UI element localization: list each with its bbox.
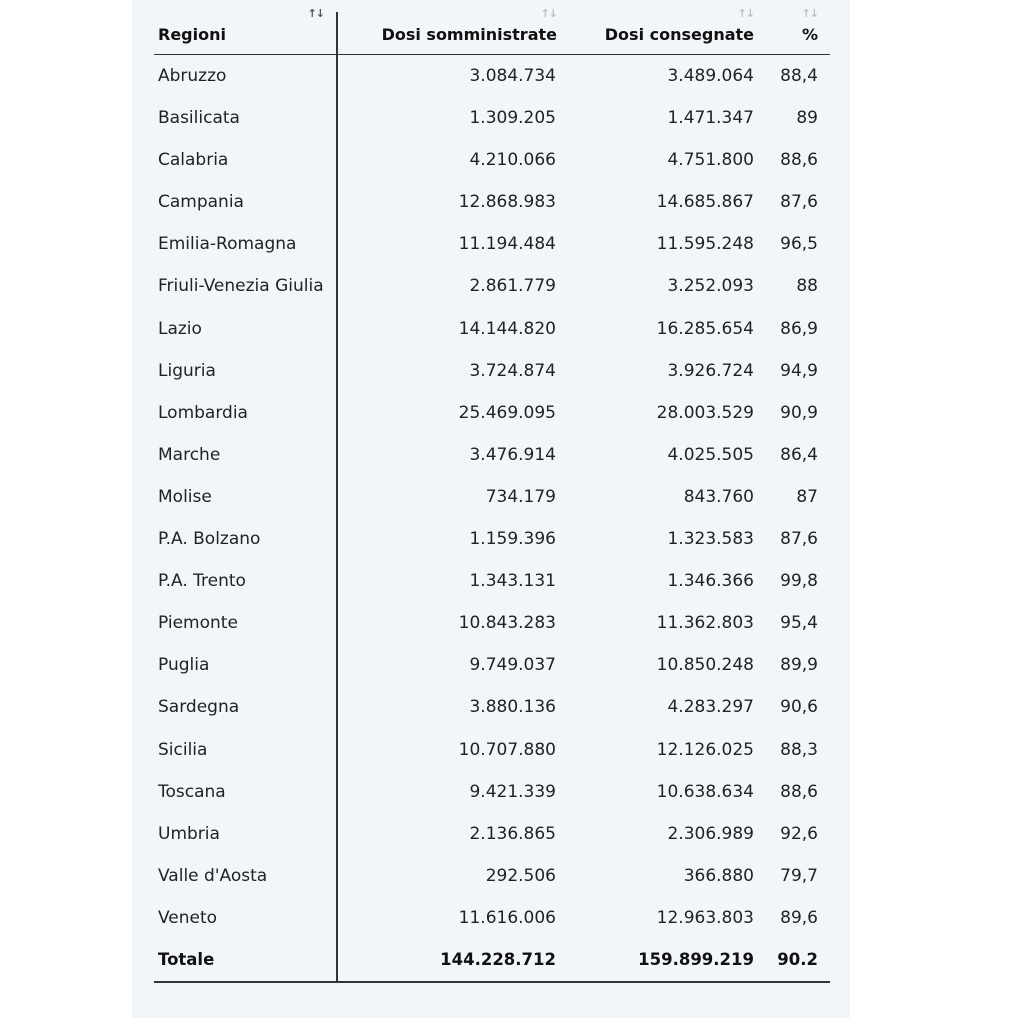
table-row (154, 98, 830, 140)
cell-total-consegnate: 159.899.219 (638, 949, 754, 969)
cell-regione: Lazio (158, 318, 202, 339)
cell-somministrate: 3.084.734 (469, 66, 556, 86)
cell-somministrate: 3.880.136 (469, 697, 556, 718)
column-header-percent[interactable] (754, 0, 818, 54)
cell-somministrate: 11.616.006 (458, 907, 556, 928)
cell-regione: Veneto (158, 907, 218, 928)
cell-somministrate: 2.136.865 (469, 823, 556, 844)
cell-regione: Campania (158, 192, 244, 213)
cell-consegnate: 3.252.093 (667, 276, 754, 297)
cell-consegnate: 2.306.989 (667, 823, 754, 844)
cell-regione: Toscana (158, 781, 226, 802)
column-header-regioni[interactable] (154, 0, 324, 54)
cell-percent: 88,4 (780, 66, 818, 86)
cell-somministrate: 14.144.820 (458, 318, 556, 339)
cell-percent: 86,4 (780, 444, 818, 465)
table-row (154, 266, 830, 308)
cell-regione: Sicilia (158, 739, 208, 760)
column-header-consegnate[interactable] (557, 0, 754, 54)
cell-consegnate: 10.638.634 (656, 781, 754, 802)
cell-regione: P.A. Bolzano (158, 529, 261, 550)
cell-consegnate: 366.880 (683, 865, 754, 886)
cell-percent: 88,3 (780, 739, 818, 760)
table-row (154, 519, 830, 561)
cell-percent: 88,6 (780, 150, 818, 171)
cell-somministrate: 1.343.131 (469, 571, 556, 592)
cell-percent: 87 (796, 486, 818, 507)
cell-consegnate: 1.323.583 (667, 529, 754, 550)
table-row (154, 351, 830, 393)
table-row (154, 477, 830, 519)
table-row (154, 435, 830, 477)
cell-consegnate: 12.963.803 (656, 907, 754, 928)
cell-somministrate: 1.159.396 (469, 529, 556, 550)
cell-percent: 88 (796, 276, 818, 297)
cell-regione: Basilicata (158, 108, 240, 129)
cell-consegnate: 1.346.366 (667, 571, 754, 592)
cell-somministrate: 3.724.874 (469, 360, 556, 381)
cell-somministrate: 12.868.983 (458, 192, 556, 213)
cell-regione: Emilia-Romagna (158, 234, 297, 255)
cell-consegnate: 12.126.025 (656, 739, 754, 760)
cell-percent: 94,9 (780, 360, 818, 381)
table-row (154, 856, 830, 898)
sort-icon[interactable]: ↑↓ (307, 7, 324, 20)
column-header-somministrate[interactable] (359, 0, 557, 54)
cell-somministrate: 734.179 (485, 486, 556, 507)
cell-percent: 88,6 (780, 781, 818, 802)
cell-percent: 90,9 (780, 402, 818, 423)
cell-somministrate: 4.210.066 (469, 150, 556, 171)
table-row (154, 309, 830, 351)
cell-regione: Valle d'Aosta (158, 865, 268, 886)
cell-percent: 89 (796, 108, 818, 129)
cell-consegnate: 843.760 (683, 486, 754, 507)
table-row (154, 224, 830, 266)
cell-regione: Liguria (158, 360, 216, 381)
cell-total-somministrate: 144.228.712 (440, 949, 556, 969)
cell-percent: 79,7 (780, 865, 818, 886)
table-row (154, 898, 830, 940)
cell-somministrate: 10.707.880 (458, 739, 556, 760)
cell-percent: 86,9 (780, 318, 818, 339)
table-bottom-border (154, 981, 830, 983)
cell-consegnate: 11.595.248 (656, 234, 754, 255)
cell-regione: Puglia (158, 655, 210, 676)
column-header-label: Dosi consegnate (604, 25, 754, 44)
cell-regione: Sardegna (158, 697, 240, 718)
table-row (154, 393, 830, 435)
table-row (154, 561, 830, 603)
cell-consegnate: 4.751.800 (667, 150, 754, 171)
table-row (154, 814, 830, 856)
cell-percent: 92,6 (780, 823, 818, 844)
cell-consegnate: 11.362.803 (656, 613, 754, 634)
cell-total-percent: 90.2 (777, 949, 818, 969)
cell-consegnate: 3.489.064 (667, 66, 754, 86)
cell-consegnate: 16.285.654 (656, 318, 754, 339)
cell-regione: Molise (158, 486, 212, 507)
cell-regione: Lombardia (158, 402, 248, 423)
cell-consegnate: 4.283.297 (667, 697, 754, 718)
cell-consegnate: 4.025.505 (667, 444, 754, 465)
cell-consegnate: 1.471.347 (667, 108, 754, 129)
sort-icon[interactable]: ↑↓ (801, 7, 818, 20)
cell-regione: Friuli-Venezia Giulia (158, 276, 324, 297)
sort-icon[interactable]: ↑↓ (737, 7, 754, 20)
cell-percent: 87,6 (780, 192, 818, 213)
cell-regione: Abruzzo (158, 66, 227, 86)
cell-consegnate: 28.003.529 (656, 402, 754, 423)
cell-regione: Calabria (158, 150, 229, 171)
sort-icon[interactable]: ↑↓ (540, 7, 557, 20)
table-row (154, 182, 830, 224)
table-row (154, 140, 830, 182)
cell-regione: Piemonte (158, 613, 238, 634)
cell-percent: 95,4 (780, 613, 818, 634)
cell-somministrate: 9.749.037 (469, 655, 556, 676)
cell-consegnate: 10.850.248 (656, 655, 754, 676)
cell-somministrate: 2.861.779 (469, 276, 556, 297)
cell-regione: P.A. Trento (158, 571, 246, 592)
cell-percent: 99,8 (780, 571, 818, 592)
cell-somministrate: 25.469.095 (458, 402, 556, 423)
cell-regione: Umbria (158, 823, 220, 844)
cell-somministrate: 10.843.283 (458, 613, 556, 634)
cell-total-label: Totale (158, 949, 215, 969)
cell-somministrate: 3.476.914 (469, 444, 556, 465)
table-header (154, 0, 830, 55)
cell-percent: 87,6 (780, 529, 818, 550)
cell-somministrate: 292.506 (485, 865, 556, 886)
cell-percent: 90,6 (780, 697, 818, 718)
table-body (154, 56, 830, 982)
table-row (154, 645, 830, 687)
column-header-label: Dosi somministrate (381, 25, 557, 44)
cell-somministrate: 9.421.339 (469, 781, 556, 802)
total-row (154, 940, 830, 982)
table-row (154, 772, 830, 814)
cell-percent: 89,9 (780, 655, 818, 676)
cell-somministrate: 1.309.205 (469, 108, 556, 129)
column-header-label: Regioni (158, 25, 226, 44)
cell-somministrate: 11.194.484 (458, 234, 556, 255)
cell-regione: Marche (158, 444, 221, 465)
table-row (154, 730, 830, 772)
cell-percent: 96,5 (780, 234, 818, 255)
table-row (154, 687, 830, 729)
table-row (154, 603, 830, 645)
cell-consegnate: 3.926.724 (667, 360, 754, 381)
column-header-label: % (801, 25, 818, 44)
data-table-panel (132, 0, 850, 1018)
table-row (154, 56, 830, 98)
cell-percent: 89,6 (780, 907, 818, 928)
cell-consegnate: 14.685.867 (656, 192, 754, 213)
